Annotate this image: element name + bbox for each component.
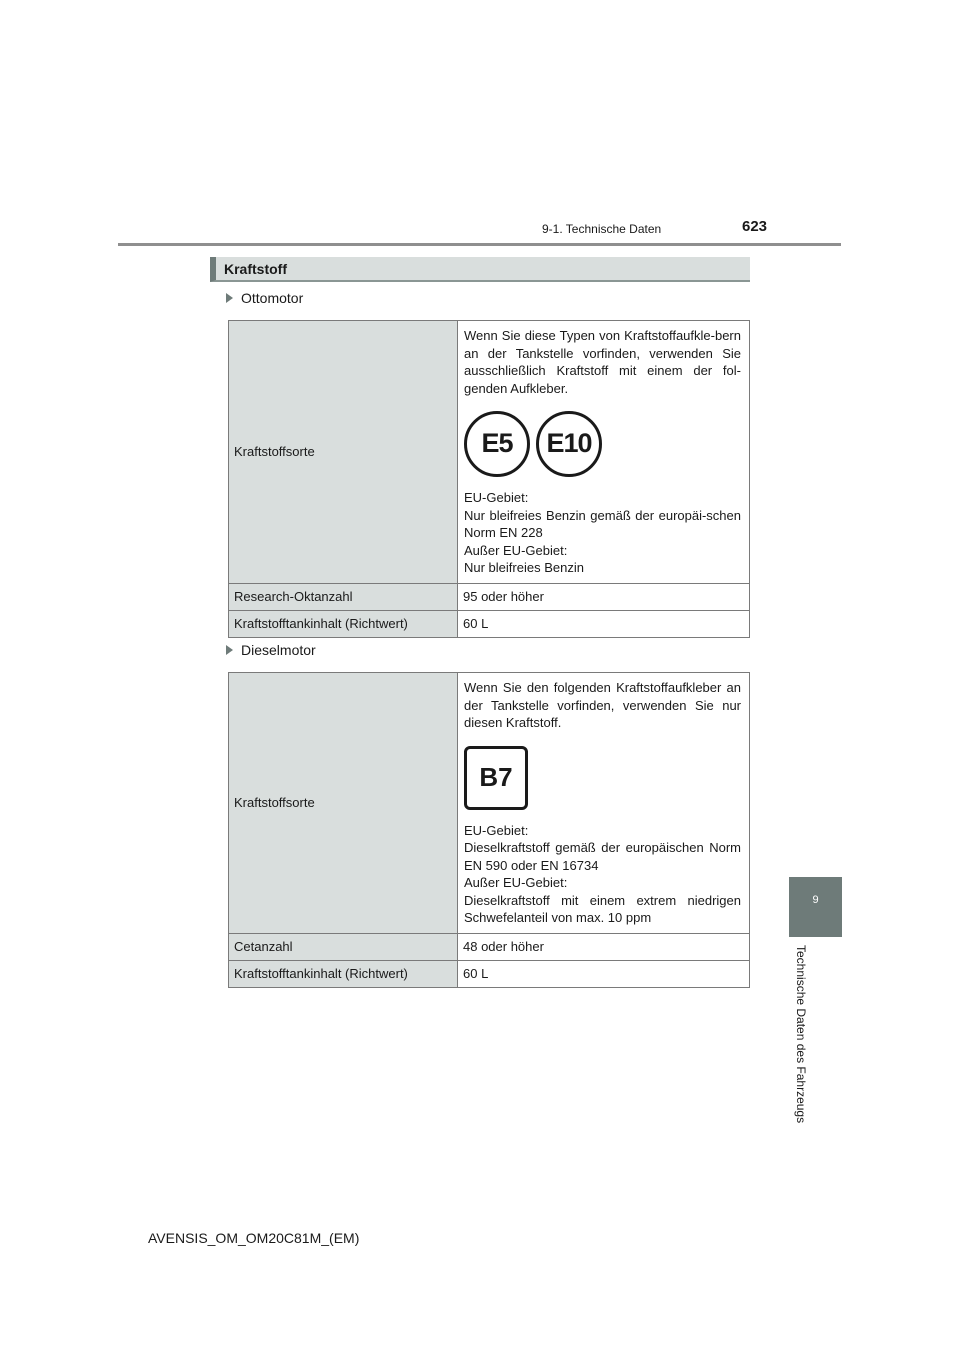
triangle-bullet-icon	[226, 293, 233, 303]
header-divider	[118, 243, 841, 246]
non-eu-text: Dieselkraftstoff mit einem extrem niedrigen Schwefelanteil von max. 10 ppm	[464, 892, 741, 925]
non-eu-heading: Außer EU-Gebiet:	[464, 542, 568, 558]
fuel-type-label: Kraftstoffsorte	[229, 321, 458, 584]
diesel-spec-table	[228, 672, 750, 988]
subheading-diesel-label: Dieselmotor	[241, 642, 316, 658]
fuel-intro: Wenn Sie diese Typen von Kraftstoffaufkle-bern an der Tankstelle vorfinden, verwenden Sie ausschließlich Kraftstoff mit einem der fol-genden Aufkleber.	[464, 328, 741, 396]
table-row	[229, 673, 750, 934]
octane-value: 95 oder höher	[458, 583, 750, 610]
eu-text: Nur bleifreies Benzin gemäß der europäi-schen Norm EN 228	[464, 507, 741, 540]
tank-capacity-label: Kraftstofftankinhalt (Richtwert)	[229, 960, 458, 987]
fuel-type-value	[458, 321, 750, 584]
e5-label-icon: E5	[464, 411, 530, 477]
eu-heading: EU-Gebiet:	[464, 490, 529, 505]
table-row	[229, 583, 750, 610]
subheading-diesel	[226, 642, 316, 658]
tank-capacity-value: 60 L	[458, 960, 750, 987]
table-row	[229, 960, 750, 987]
non-eu-text: Nur bleifreies Benzin	[464, 560, 584, 575]
document-code: AVENSIS_OM_OM20C81M_(EM)	[148, 1230, 360, 1246]
b7-label-icon: B7	[464, 746, 528, 810]
subheading-gasoline-label: Ottomotor	[241, 290, 304, 306]
subheading-gasoline	[226, 290, 303, 306]
eu-text: Dieselkraftstoff gemäß der europäischen Norm EN 590 oder EN 16734	[464, 840, 741, 873]
fuel-type-value	[458, 673, 750, 934]
gasoline-spec-table	[228, 320, 750, 638]
table-row	[229, 933, 750, 960]
table-row	[229, 610, 750, 637]
tank-capacity-value: 60 L	[458, 610, 750, 637]
fuel-intro: Wenn Sie den folgenden Kraftstoffaufkleber an der Tankstelle vorfinden, verwenden Sie nur diesen Kraftstoff.	[464, 680, 741, 730]
e10-label-icon: E10	[536, 411, 602, 477]
non-eu-heading: Außer EU-Gebiet:	[464, 875, 568, 890]
fuel-type-label: Kraftstoffsorte	[229, 673, 458, 934]
octane-label: Research-Oktanzahl	[229, 583, 458, 610]
header-section-title: 9-1. Technische Daten	[542, 222, 662, 236]
table-row	[229, 321, 750, 584]
chapter-tab[interactable]	[789, 877, 842, 937]
page-number: 623	[742, 218, 768, 235]
chapter-label: Technische Daten des Fahrzeugs	[794, 945, 808, 1124]
tank-capacity-label: Kraftstofftankinhalt (Richtwert)	[229, 610, 458, 637]
section-heading: Kraftstoff	[210, 257, 750, 282]
cetane-value: 48 oder höher	[458, 933, 750, 960]
triangle-bullet-icon	[226, 645, 233, 655]
fuel-badges	[464, 411, 741, 477]
cetane-label: Cetanzahl	[229, 933, 458, 960]
chapter-number: 9	[812, 894, 819, 906]
eu-heading: EU-Gebiet:	[464, 822, 529, 838]
